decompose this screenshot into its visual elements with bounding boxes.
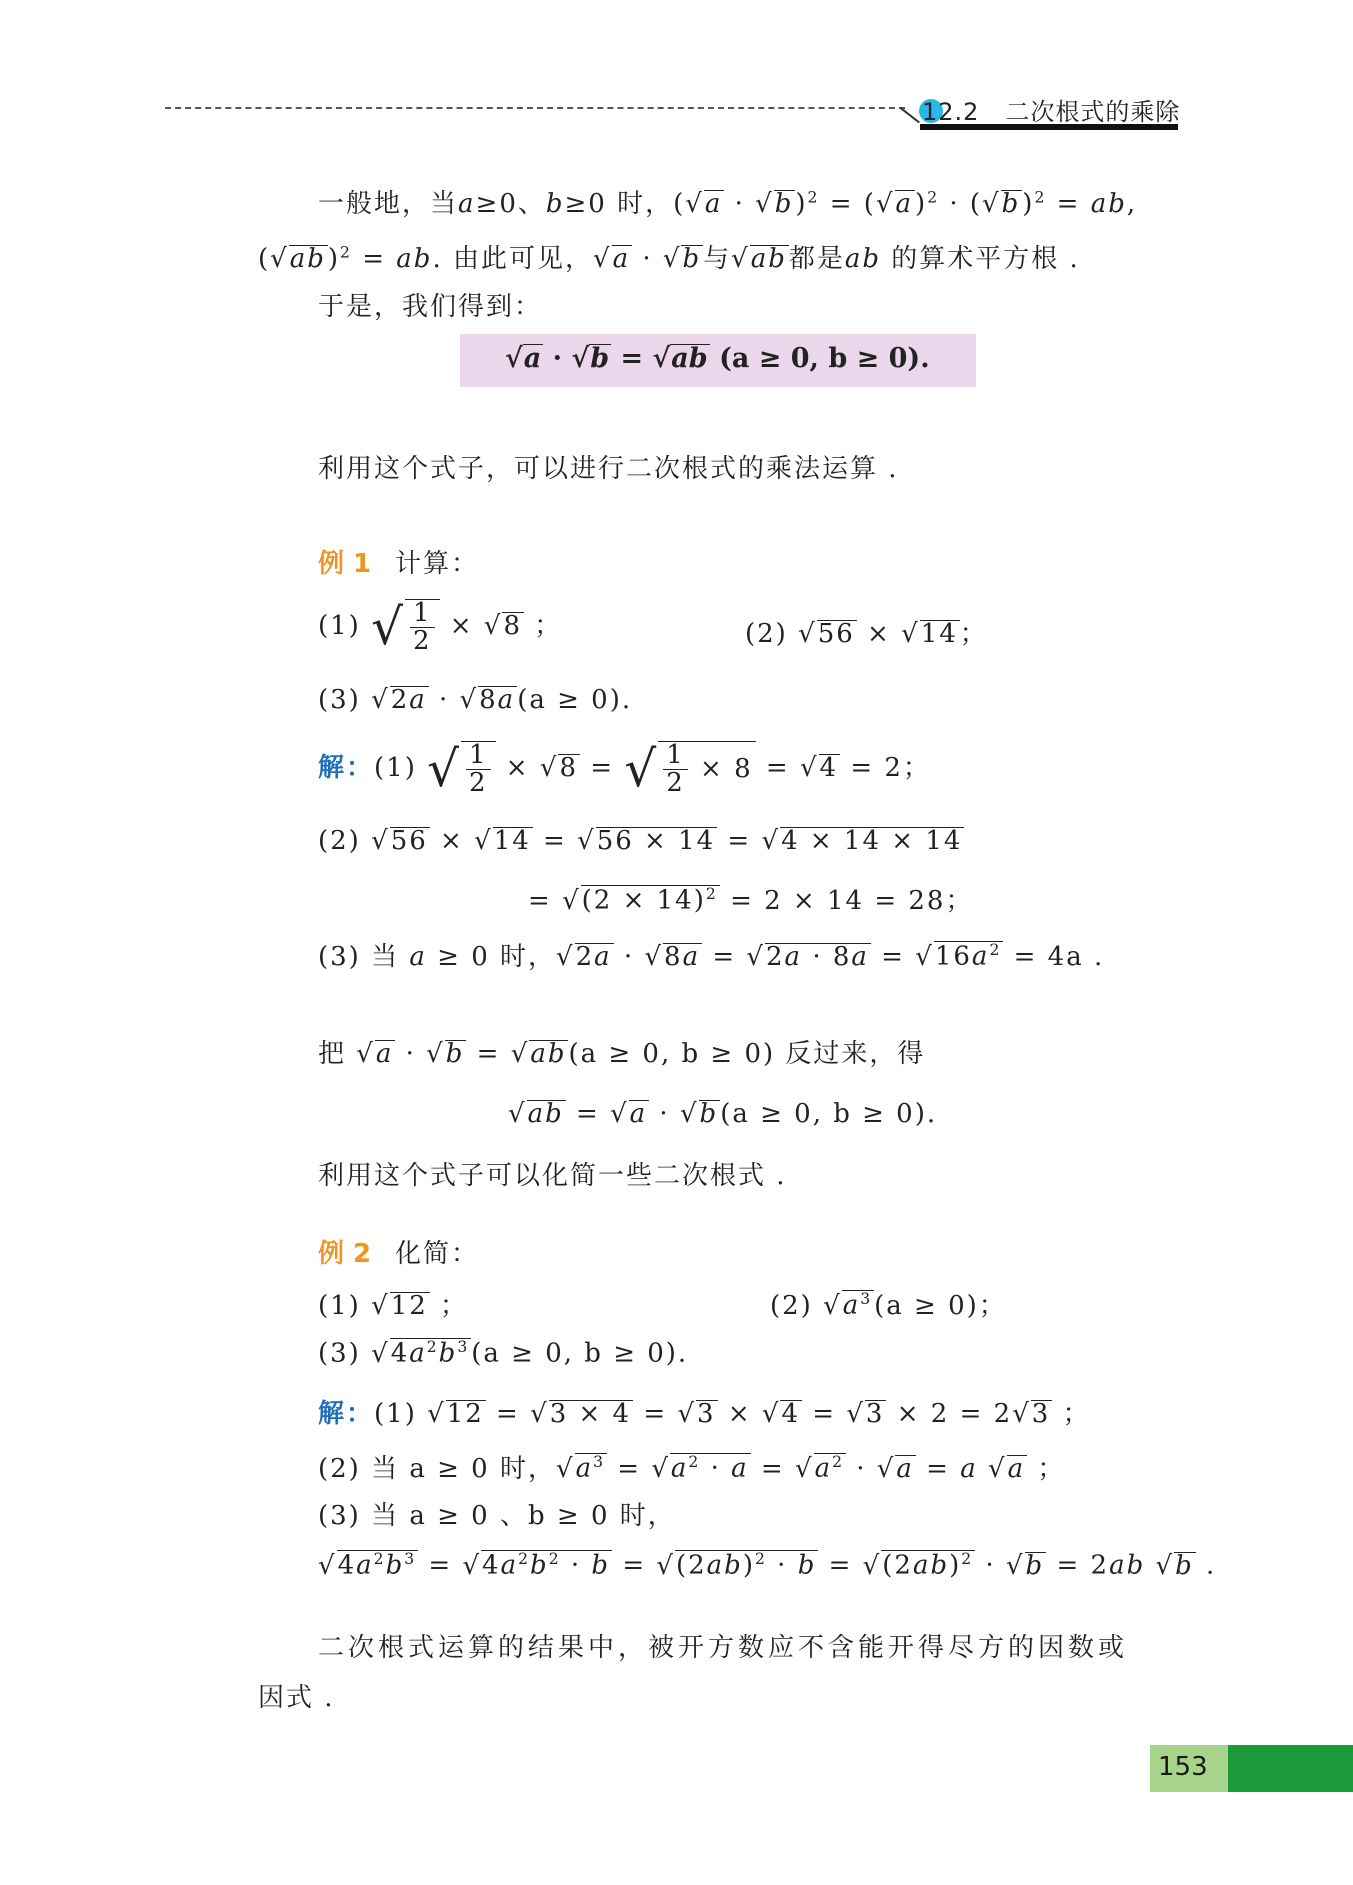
key-formula: √a · √b = √ab (a ≥ 0, b ≥ 0). <box>505 343 930 374</box>
page-number: 153 <box>1158 1752 1208 1782</box>
example-1-solution-2-line-2: = $√(2 \times 14)^2 = 2 \times 14 = 28$； <box>528 885 974 916</box>
intro-line-1: 一般地，当a≥0、b≥0 时，$(√a \cdot √b)^2 = (√a)^2 \cdot (√b)^2$ = ab, <box>318 188 1138 219</box>
example-1-solution-2-line-1: (2) √56 × √14 = √56 × 14 = √4 × 14 × 14 <box>318 826 963 856</box>
section-title: 二次根式的乘除 <box>1005 98 1181 126</box>
page-number-bar <box>1228 1745 1353 1792</box>
example-1-problem-1: (1) √ $\frac{1}{2}$ × √8 ； <box>318 597 563 656</box>
section-header <box>922 92 1180 127</box>
intro-line-3: 于是，我们得到： <box>318 292 543 322</box>
usage-note-1: 利用这个式子，可以进行二次根式的乘法运算 . <box>318 454 899 484</box>
header-dashed-rule <box>165 107 905 109</box>
example-1-solution-3: (3) 当 a ≥ 0 时，$√2a \cdot √8a = √2a \cdot 8a = √16a^2 = 4a$ . <box>318 941 1105 972</box>
example-1-solution-label: 解： <box>318 753 375 783</box>
example-2-solution-3-work: $√4a^2b^3 = √4a^2b^2 \cdot b = √(2ab)^2 \cdot b = √(2ab)^2 \cdot √b = 2ab$ √b . <box>318 1550 1217 1581</box>
example-2-solution-1: 解：(1) √12 = √3 × 4 = √3 × √4 = √3 × 2 = 2√3 ； <box>318 1399 1091 1429</box>
example-2-solution-3-label: (3) 当 a ≥ 0 、b ≥ 0 时， <box>318 1501 676 1531</box>
example-1-solution-1: 解：(1) √ $\frac{1}{2}$ × √8 = √ $\frac{1}{2}$ × 8 = √4 = 2； <box>318 739 931 798</box>
example-2-problem-1: (1) √12 ； <box>318 1291 469 1321</box>
example-2-problem-3: (3) $√4a^2b^3(a \ge 0$, b ≥ 0). <box>318 1338 689 1369</box>
reverse-line-1: 把 √a · √b = √ab(a ≥ 0, b ≥ 0) 反过来，得 <box>318 1039 926 1069</box>
example-1-heading: 例 1 计算： <box>318 549 480 579</box>
example-1-problem-3: (3) √2a · √8a(a ≥ 0). <box>318 685 633 715</box>
example-2-solution-2: (2) 当 a ≥ 0 时，$√a^3 = √a^2 \cdot a = √a^2 \cdot √a = a$ √a ； <box>318 1453 1066 1484</box>
header-slant-rule <box>900 107 920 123</box>
example-1-label: 例 1 <box>318 549 372 579</box>
example-2-solution-label: 解： <box>318 1399 375 1429</box>
example-2-heading: 例 2 化简： <box>318 1239 480 1269</box>
example-2-label: 例 2 <box>318 1239 372 1269</box>
reverse-formula: √ab = √a · √b(a ≥ 0, b ≥ 0). <box>508 1099 938 1129</box>
intro-line-2: $(√ab)^2$ = ab. 由此可见，√a · √b与√ab都是ab 的算术平方根 . <box>258 243 1080 274</box>
conclusion-line-1: 二次根式运算的结果中，被开方数应不含能开得尽方的因数或 <box>318 1633 1129 1663</box>
example-2-problem-2: (2) $√a^3(a \ge 0)$； <box>770 1290 1007 1321</box>
usage-note-2: 利用这个式子可以化简一些二次根式 . <box>318 1161 787 1191</box>
example-1-problem-2: (2) √56 × √14； <box>745 619 988 649</box>
conclusion-line-2: 因式 . <box>258 1683 335 1713</box>
section-number: 12.2 <box>922 98 979 126</box>
